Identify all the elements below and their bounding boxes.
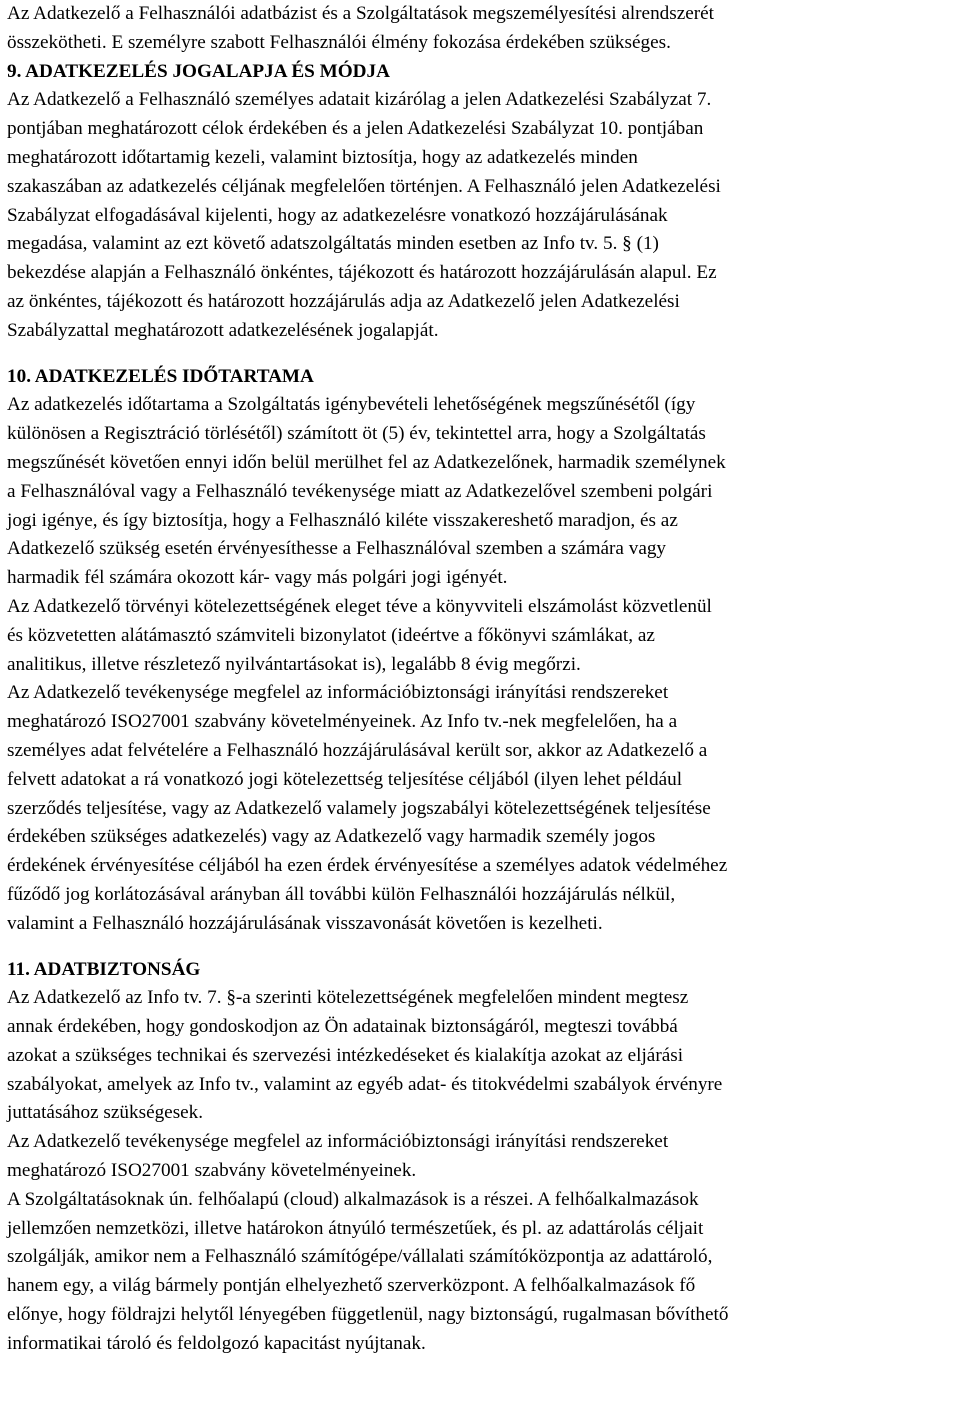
section-11-line: azokat a szükséges technikai és szervezési intézkedéseket és kialakítja azokat az eljárási [7,1044,684,1066]
section-10-line: analitikus, illetve részletező nyilvántartásokat is), legalább 8 évig megőrzi. [7,653,581,675]
section-11-heading: 11. ADATBIZTONSÁG [7,958,201,980]
section-10-line: fűződő jog korlátozásával arányban áll további külön Felhasználói hozzájárulás nélkül, [7,883,676,905]
section-9-line: meghatározott időtartamig kezeli, valamint biztosítja, hogy az adatkezelés minden [7,146,638,168]
intro-line: Az Adatkezelő a Felhasználói adatbázist és a Szolgáltatások megszemélyesítési alrendszerét [7,3,714,24]
section-10-line: személyes adat felvételére a Felhasználó hozzájárulásával került sor, akkor az Adatkezelő a [7,739,708,761]
section-9-line: megadása, valamint az ezt követő adatszolgáltatás minden esetben az Info tv. 5. § (1) [7,233,659,255]
section-11-line: szolgálják, amikor nem a Felhasználó számítógépe/vállalati számítóközpontja az adattároló, [7,1246,713,1268]
section-10-line: meghatározó ISO27001 szabvány követelményeinek. Az Info tv.-nek megfelelően, ha a [7,711,678,733]
section-9-line: bekezdése alapján a Felhasználó önkéntes, tájékozott és határozott hozzájárulásán alapul. Ez [7,262,717,284]
section-11-line: Az Adatkezelő az Info tv. 7. §-a szerinti kötelezettségének megfelelően mindent megtesz [7,987,689,1009]
section-10-heading: 10. ADATKEZELÉS IDŐTARTAMA [7,365,314,387]
section-spacer [7,346,960,363]
section-10-line: megszűnését követően ennyi időn belül merülhet fel az Adatkezelőnek, harmadik személynek [7,451,726,473]
section-11-line: Az Adatkezelő tevékenysége megfelel az információbiztonsági irányítási rendszereket [7,1131,669,1153]
section-10-line: Adatkezelő szükség esetén érvényesíthesse a Felhasználóval szemben a számára vagy [7,538,667,560]
section-10-line: Az Adatkezelő törvényi kötelezettségének eleget téve a könyvviteli elszámolást közvetlenül [7,595,712,617]
section-11-line: juttatásához szükségesek. [7,1102,204,1124]
section-spacer [7,939,960,956]
section-9-line: az önkéntes, tájékozott és határozott hozzájárulás adja az Adatkezelő jelen Adatkezelési [7,290,680,312]
section-11-line: A Szolgáltatásoknak ún. felhőalapú (cloud) alkalmazások is a részei. A felhőalkalmazások [7,1188,699,1210]
section-10-line: jogi igénye, és így biztosítja, hogy a Felhasználó kiléte visszakereshető maradjon, és az [7,509,678,531]
section-9-line: szakaszában az adatkezelés céljának megfelelően történjen. A Felhasználó jelen Adatkezelési [7,175,721,197]
section-10-line: érdekében szükséges adatkezelés) vagy az Adatkezelő vagy harmadik személy jogos [7,826,656,848]
section-9-line: Szabályzat elfogadásával kijelenti, hogy az adatkezelésre vonatkozó hozzájárulásának [7,204,668,226]
section-11-line: informatikai tároló és feldolgozó kapacitást nyújtanak. [7,1332,426,1354]
section-10-line: harmadik fél számára okozott kár- vagy más polgári jogi igényét. [7,567,508,589]
section-11-line: hanem egy, a világ bármely pontján elhelyezhető szerverközpont. A felhőalkalmazások fő [7,1275,696,1297]
section-10-line: és közvetetten alátámasztó számviteli bizonylatot (ideértve a főkönyvi számlákat, az [7,624,655,646]
section-9-line: pontjában meghatározott célok érdekében és a jelen Adatkezelési Szabályzat 10. pontjában [7,118,704,140]
section-11-line: meghatározó ISO27001 szabvány követelményeinek. [7,1160,417,1182]
section-10-line: Az Adatkezelő tevékenysége megfelel az információbiztonsági irányítási rendszereket [7,682,669,704]
section-11-line: jellemzően nemzetközi, illetve határokon átnyúló természetűek, és pl. az adattárolás céljait [7,1217,704,1239]
section-9-line: Az Adatkezelő a Felhasználó személyes adatait kizárólag a jelen Adatkezelési Szabályzat 7. [7,89,712,111]
section-10-line: a Felhasználóval vagy a Felhasználó tevékenysége miatt az Adatkezelővel szembeni polgári [7,480,713,502]
section-9-heading: 9. ADATKEZELÉS JOGALAPJA ÉS MÓDJA [7,60,390,82]
section-10-line: Az adatkezelés időtartama a Szolgáltatás igénybevételi lehetőségének megszűnésétől (így [7,394,696,416]
intro-line: összekötheti. E személyre szabott Felhasználói élmény fokozása érdekében szükséges. [7,31,671,53]
section-10-line: érdekének érvényesítése céljából ha ezen érdek érvényesítése a személyes adatok védelméhez [7,855,728,877]
section-10-line: szerződés teljesítése, vagy az Adatkezelő valamely jogszabályi kötelezettségének teljesítése [7,797,711,819]
section-10-line: valamint a Felhasználó hozzájárulásának visszavonását követően is kezelheti. [7,912,603,934]
section-10-line: különösen a Regisztráció törlésétől) számított öt (5) év, tekintettel arra, hogy a Szolgáltatás [7,423,706,445]
section-11-line: annak érdekében, hogy gondoskodjon az Ön adatainak biztonságáról, megteszi továbbá [7,1016,678,1038]
section-9-line: Szabályzattal meghatározott adatkezelésének jogalapját. [7,319,439,341]
section-11-line: szabályokat, amelyek az Info tv., valamint az egyéb adat- és titokvédelmi szabályok érvényre [7,1073,723,1095]
section-10-line: felvett adatokat a rá vonatkozó jogi kötelezettség teljesítése céljából (ilyen lehet például [7,768,683,790]
section-11-line: előnye, hogy földrajzi helytől lényegében függetlenül, nagy biztonságú, rugalmasan bővíthető [7,1304,729,1326]
